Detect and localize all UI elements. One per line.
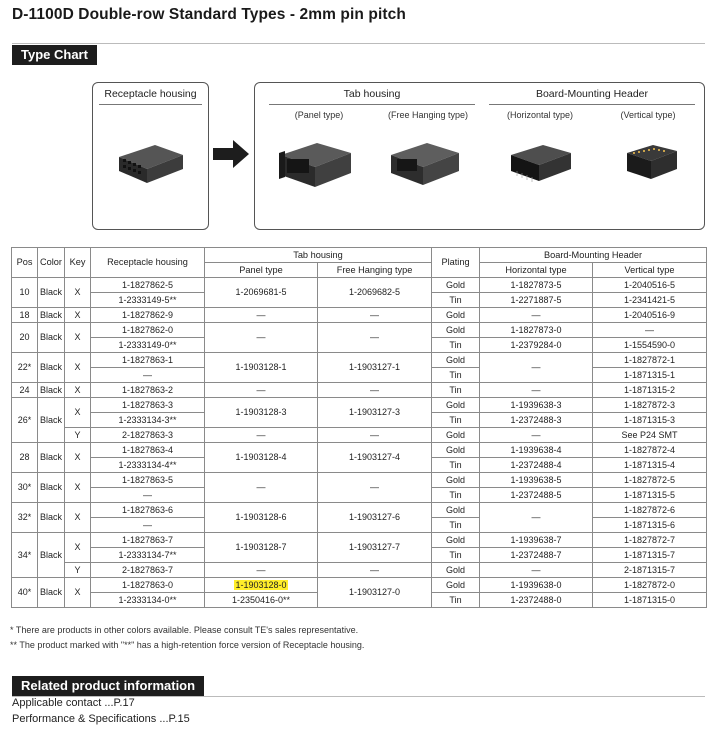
table-row (12, 503, 707, 518)
footnote-colors: * There are products in other colors available. Please consult TE's sales representative. (10, 625, 359, 635)
vertical-cell: 2-1871315-7 (593, 563, 707, 578)
receptacle-cell: — (91, 488, 205, 503)
plating-cell: Gold (432, 443, 480, 458)
vertical-cell: 1-1871315-6 (593, 518, 707, 533)
plating-cell: Tin (432, 458, 480, 473)
receptacle-cell: 1-1827863-3 (91, 398, 205, 413)
vertical-cell: 1-1871315-5 (593, 488, 707, 503)
vertical-cell: 1-1871315-3 (593, 413, 707, 428)
table-row (12, 398, 707, 413)
vertical-cell: 1-1871315-0 (593, 593, 707, 608)
vertical-cell: 1-1827872-7 (593, 533, 707, 548)
panel-cell: — (205, 473, 318, 503)
plating-cell: Gold (432, 563, 480, 578)
horizontal-cell: — (480, 428, 593, 443)
header-tab-housing: Tab housing (205, 248, 432, 263)
horizontal-cell: 1-2372488-3 (480, 413, 593, 428)
receptacle-cell: 1-2333149-0** (91, 338, 205, 353)
plating-cell: Tin (432, 413, 480, 428)
plating-cell: Gold (432, 308, 480, 323)
board-header-label: Board-Mounting Header (535, 88, 649, 100)
receptacle-cell: 1-1827863-4 (91, 443, 205, 458)
pos-cell: 22* (12, 353, 38, 383)
vertical-cell: 1-1827872-4 (593, 443, 707, 458)
key-cell: X (65, 308, 91, 323)
horizontal-cell: 1-1939638-4 (480, 443, 593, 458)
table-row (12, 383, 707, 398)
plating-cell: Gold (432, 323, 480, 338)
vertical-cell: 1-1827872-1 (593, 353, 707, 368)
tab-housing-label: Tab housing (343, 88, 401, 100)
color-cell: Black (38, 308, 65, 323)
receptacle-cell: — (91, 368, 205, 383)
panel-cell: 1-2069681-5 (205, 278, 318, 308)
vertical-cell: — (593, 323, 707, 338)
receptacle-cell: 1-1827863-6 (91, 503, 205, 518)
horizontal-cell: 1-2379284-0 (480, 338, 593, 353)
vertical-cell: 1-1827872-3 (593, 398, 707, 413)
key-cell: X (65, 533, 91, 563)
panel-type-image (277, 137, 355, 191)
header-pos: Pos (12, 248, 38, 278)
horizontal-cell: 1-2372488-4 (480, 458, 593, 473)
key-cell: X (65, 353, 91, 383)
receptacle-cell: 1-2333149-5** (91, 293, 205, 308)
color-cell: Black (38, 383, 65, 398)
panel-cell: 1-1903128-4 (205, 443, 318, 473)
free-cell: 1-1903127-3 (318, 398, 432, 428)
panel-cell: — (205, 383, 318, 398)
vertical-cell: 1-1871315-1 (593, 368, 707, 383)
panel-cell: 1-1903128-3 (205, 398, 318, 428)
horizontal-cell: 1-2271887-5 (480, 293, 593, 308)
header-key: Key (65, 248, 91, 278)
receptacle-cell: 1-1827863-2 (91, 383, 205, 398)
vertical-cell: 1-2341421-5 (593, 293, 707, 308)
part-number-table (11, 247, 707, 608)
free-cell: 1-1903127-7 (318, 533, 432, 563)
table-row (12, 578, 707, 593)
highlighted-part-number: 1-1903128-0 (235, 579, 287, 590)
free-cell: 1-1903127-1 (318, 353, 432, 383)
panel-cell: — (205, 323, 318, 353)
panel-cell (205, 578, 318, 593)
receptacle-cell: 2-1827863-7 (91, 563, 205, 578)
free-cell: — (318, 428, 432, 443)
vertical-cell: 1-2040516-9 (593, 308, 707, 323)
horizontal-cell: 1-1939638-7 (480, 533, 593, 548)
table-row (12, 563, 707, 578)
free-cell: 1-2069682-5 (318, 278, 432, 308)
free-cell: 1-1903127-0 (318, 578, 432, 608)
table-row (12, 308, 707, 323)
pos-cell: 34* (12, 533, 38, 578)
board-underline (489, 104, 695, 105)
receptacle-housing-label: Receptacle housing (104, 88, 197, 100)
receptacle-cell: — (91, 518, 205, 533)
free-cell: — (318, 473, 432, 503)
horizontal-cell: 1-1939638-5 (480, 473, 593, 488)
panel-cell: 1-1903128-6 (205, 503, 318, 533)
receptacle-cell: 1-1827863-1 (91, 353, 205, 368)
related-info-heading: Related product information (12, 676, 204, 696)
plating-cell: Gold (432, 473, 480, 488)
free-cell: — (318, 563, 432, 578)
vertical-cell: 1-1871315-7 (593, 548, 707, 563)
receptacle-cell: 1-1827862-0 (91, 323, 205, 338)
table-row (12, 428, 707, 443)
table-row (12, 278, 707, 293)
vertical-cell: 1-2040516-5 (593, 278, 707, 293)
vertical-cell: See P24 SMT (593, 428, 707, 443)
horizontal-cell: 1-2372488-0 (480, 593, 593, 608)
table-row (12, 533, 707, 548)
vertical-header-image (623, 141, 681, 185)
plating-cell: Gold (432, 428, 480, 443)
receptacle-housing-image (115, 141, 187, 185)
panel-cell: — (205, 563, 318, 578)
color-cell: Black (38, 278, 65, 308)
receptacle-cell: 1-1827863-5 (91, 473, 205, 488)
plating-cell: Gold (432, 503, 480, 518)
tab-and-header-box (254, 82, 705, 230)
free-cell: 1-1903127-6 (318, 503, 432, 533)
key-cell: Y (65, 563, 91, 578)
applicable-contact-link[interactable]: Applicable contact ...P.17 (12, 697, 135, 709)
key-cell: X (65, 578, 91, 608)
plating-cell: Tin (432, 518, 480, 533)
plating-cell: Tin (432, 548, 480, 563)
horizontal-cell: — (480, 308, 593, 323)
plating-cell: Tin (432, 338, 480, 353)
pos-cell: 10 (12, 278, 38, 308)
pos-cell: 18 (12, 308, 38, 323)
vertical-cell: 1-1827872-6 (593, 503, 707, 518)
receptacle-cell: 1-1827863-0 (91, 578, 205, 593)
horizontal-cell: 1-1939638-3 (480, 398, 593, 413)
receptacle-cell: 1-1827863-7 (91, 533, 205, 548)
receptacle-housing-box (92, 82, 209, 230)
panel-cell: 1-1903128-7 (205, 533, 318, 563)
receptacle-cell: 1-2333134-3** (91, 413, 205, 428)
plating-cell: Tin (432, 293, 480, 308)
key-cell: X (65, 503, 91, 533)
plating-cell: Tin (432, 488, 480, 503)
free-hanging-image (387, 139, 463, 189)
tab-underline (269, 104, 475, 105)
plating-cell: Gold (432, 398, 480, 413)
plating-cell: Tin (432, 368, 480, 383)
pos-cell: 40* (12, 578, 38, 608)
type-chart-heading: Type Chart (12, 45, 97, 65)
key-cell: X (65, 473, 91, 503)
header-panel: Panel type (205, 263, 318, 278)
horizontal-cell: 1-2372488-5 (480, 488, 593, 503)
vertical-cell: 1-1871315-4 (593, 458, 707, 473)
footnote-retention: ** The product marked with "**" has a high-retention force version of Receptacle housing. (10, 640, 365, 650)
pos-cell: 32* (12, 503, 38, 533)
header-plating: Plating (432, 248, 480, 278)
vertical-cell: 1-1871315-2 (593, 383, 707, 398)
receptacle-cell: 1-2333134-4** (91, 458, 205, 473)
horizontal-cell: 1-2372488-7 (480, 548, 593, 563)
panel-cell: — (205, 308, 318, 323)
table-row (12, 443, 707, 458)
vertical-cell: 1-1827872-0 (593, 578, 707, 593)
horizontal-cell: — (480, 353, 593, 383)
key-cell: X (65, 398, 91, 428)
color-cell: Black (38, 323, 65, 353)
key-cell: X (65, 383, 91, 398)
color-cell: Black (38, 398, 65, 443)
panel-cell: 1-2350416-0** (205, 593, 318, 608)
panel-type-label: (Panel type) (294, 110, 344, 120)
color-cell: Black (38, 503, 65, 533)
horizontal-cell: 1-1827873-5 (480, 278, 593, 293)
header-color: Color (38, 248, 65, 278)
page-title: D-1100D Double-row Standard Types - 2mm pin pitch (12, 6, 406, 23)
header-vertical: Vertical type (593, 263, 707, 278)
plating-cell: Tin (432, 383, 480, 398)
color-cell: Black (38, 578, 65, 608)
pos-cell: 20 (12, 323, 38, 353)
vertical-type-label: (Vertical type) (620, 110, 676, 120)
key-cell: X (65, 278, 91, 308)
free-cell: — (318, 383, 432, 398)
receptacle-underline (99, 104, 202, 105)
color-cell: Black (38, 353, 65, 383)
receptacle-cell: 2-1827863-3 (91, 428, 205, 443)
key-cell: X (65, 443, 91, 473)
vertical-cell: 1-1827872-5 (593, 473, 707, 488)
pos-cell: 24 (12, 383, 38, 398)
horizontal-type-label: (Horizontal type) (506, 110, 574, 120)
pos-cell: 30* (12, 473, 38, 503)
receptacle-cell: 1-1827862-9 (91, 308, 205, 323)
horizontal-header-image (507, 141, 575, 185)
header-board-header: Board-Mounting Header (480, 248, 707, 263)
arrow-right-icon (213, 140, 249, 168)
table-row (12, 353, 707, 368)
header-receptacle: Receptacle housing (91, 248, 205, 278)
free-cell: — (318, 323, 432, 353)
free-hanging-label: (Free Hanging type) (387, 110, 469, 120)
key-cell: X (65, 323, 91, 353)
color-cell: Black (38, 533, 65, 578)
pos-cell: 28 (12, 443, 38, 473)
horizontal-cell: — (480, 563, 593, 578)
vertical-cell: 1-1554590-0 (593, 338, 707, 353)
panel-cell: — (205, 428, 318, 443)
horizontal-cell: 1-1827873-0 (480, 323, 593, 338)
header-free: Free Hanging type (318, 263, 432, 278)
plating-cell: Gold (432, 353, 480, 368)
table-row (12, 323, 707, 338)
horizontal-cell: — (480, 383, 593, 398)
free-cell: 1-1903127-4 (318, 443, 432, 473)
color-cell: Black (38, 443, 65, 473)
free-cell: — (318, 308, 432, 323)
title-divider (12, 43, 705, 44)
pos-cell: 26* (12, 398, 38, 443)
horizontal-cell: — (480, 503, 593, 533)
horizontal-cell: 1-1939638-0 (480, 578, 593, 593)
plating-cell: Tin (432, 593, 480, 608)
plating-cell: Gold (432, 533, 480, 548)
receptacle-cell: 1-2333134-0** (91, 593, 205, 608)
receptacle-cell: 1-2333134-7** (91, 548, 205, 563)
header-horizontal: Horizontal type (480, 263, 593, 278)
table-row (12, 473, 707, 488)
performance-specs-link[interactable]: Performance & Specifications ...P.15 (12, 713, 190, 725)
color-cell: Black (38, 473, 65, 503)
receptacle-cell: 1-1827862-5 (91, 278, 205, 293)
plating-cell: Gold (432, 578, 480, 593)
key-cell: Y (65, 428, 91, 443)
panel-cell: 1-1903128-1 (205, 353, 318, 383)
plating-cell: Gold (432, 278, 480, 293)
